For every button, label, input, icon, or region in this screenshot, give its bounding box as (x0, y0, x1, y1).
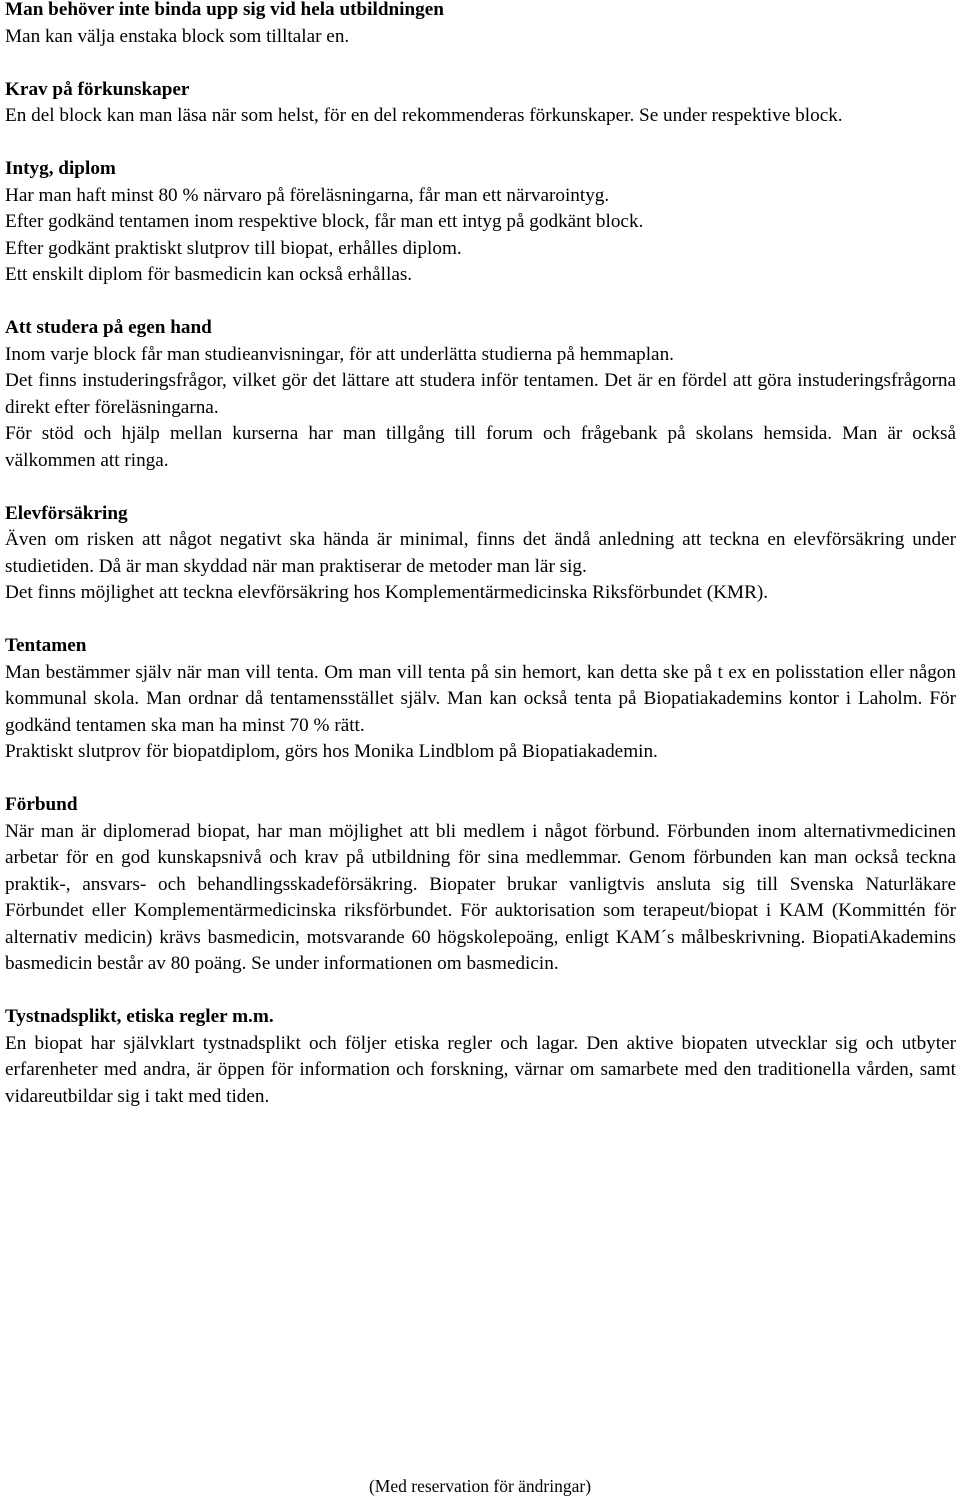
section-paragraph: Efter godkänt praktiskt slutprov till biopat, erhålles diplom. (5, 237, 462, 259)
section-studera-egen-hand (5, 315, 956, 474)
section-heading: Intyg, diplom (5, 158, 116, 179)
section-heading: Tystnadsplikt, etiska regler m.m. (5, 1006, 274, 1027)
section-paragraph: Inom varje block får man studieanvisningar, för att underlätta studierna på hemmaplan. (5, 343, 674, 365)
section-paragraph: Det finns möjlighet att teckna elevförsäkring hos Komplementärmedicinska Riksförbundet (KMR). (5, 582, 769, 603)
section-forbund (5, 792, 956, 978)
page-footer-note: (Med reservation för ändringar) (368, 1476, 592, 1496)
section-paragraph: Har man haft minst 80 % närvaro på föreläsningarna, får man ett närvarointyg. (5, 184, 610, 206)
section-paragraph: Praktiskt slutprov för biopatdiplom, görs hos Monika Lindblom på Biopatiakademin. (5, 741, 658, 762)
section-paragraph: Det finns instuderingsfrågor, vilket gör det lättare att studera inför tentamen. Det är en fördel att göra instuderingsfrågorna direkt efter föreläsningarna. (5, 370, 956, 418)
document-page (5, 0, 956, 1137)
section-paragraph: När man är diplomerad biopat, har man möjlighet att bli medlem i något förbund. Förbunden inom alternativmedicinen arbetar för en god kunskapsnivå och krav på utbildning för sina medlemmar. Genom förbunden kan man också teckna praktik-, ansvars- och behandlingsskadeförsäkring. Biopater brukar vanligtvis ansluta sig till Svenska Naturläkare Förbundet eller Komplementärmedicinska riksförbundet. För auktorisation som terapeut/biopat i KAM (Kommittén för alternativ medicin) krävs basmedicin, motsvarande 60 högskolepoäng, enligt KAM´s målbeskrivning. BiopatiAkademins basmedicin består av 80 poäng. Se under informationen om basmedicin. (5, 820, 956, 974)
section-heading: Förbund (5, 794, 78, 815)
section-intyg-diplom (5, 156, 956, 289)
section-paragraph: Man bestämmer själv när man vill tenta. Om man vill tenta på sin hemort, kan detta ske på t ex en polisstation eller någon kommunal skola. Man ordnar då tentamensstället själv. Man kan också tenta på Biopatiakademins kontor i Laholm. För godkänd tentamen ska man ha minst 70 % rätt. (5, 661, 956, 736)
section-paragraph: Även om risken att något negativt ska hända är minimal, finns det ändå anledning att teckna en elevförsäkring under studietiden. Då är man skyddad när man praktiserar de metoder man lär sig. (5, 529, 956, 577)
section-heading: Krav på förkunskaper (5, 78, 190, 100)
section-paragraph: Ett enskilt diplom för basmedicin kan också erhållas. (5, 264, 413, 285)
section-paragraph: Man kan välja enstaka block som tilltalar en. (5, 25, 350, 47)
section-heading: Elevförsäkring (5, 502, 128, 524)
section-heading: Att studera på egen hand (5, 317, 212, 338)
section-paragraph: En biopat har självklart tystnadsplikt och följer etiska regler och lagar. Den aktive biopaten utvecklar sig och utbyter erfarenheter med andra, är öppen för information och forskning, värnar om samarbete med den traditionella vården, samt vidareutbildar sig i takt med tiden. (5, 1032, 956, 1107)
section-paragraph: En del block kan man läsa när som helst, för en del rekommenderas förkunskaper. Se under respektive block. (5, 105, 843, 126)
section-heading: Man behöver inte binda upp sig vid hela utbildningen (5, 0, 444, 20)
section-paragraph: För stöd och hjälp mellan kurserna har man tillgång till forum och frågebank på skolans hemsida. Man är också välkommen att ringa. (5, 423, 956, 471)
section-heading: Tentamen (5, 635, 87, 656)
section-forkunskaper (5, 77, 956, 130)
section-elevforsakring (5, 501, 956, 607)
section-utbildning (5, 0, 956, 50)
section-paragraph: Efter godkänd tentamen inom respektive block, får man ett intyg på godkänt block. (5, 211, 644, 232)
section-tystnadsplikt (5, 1004, 956, 1110)
section-tentamen (5, 633, 956, 766)
